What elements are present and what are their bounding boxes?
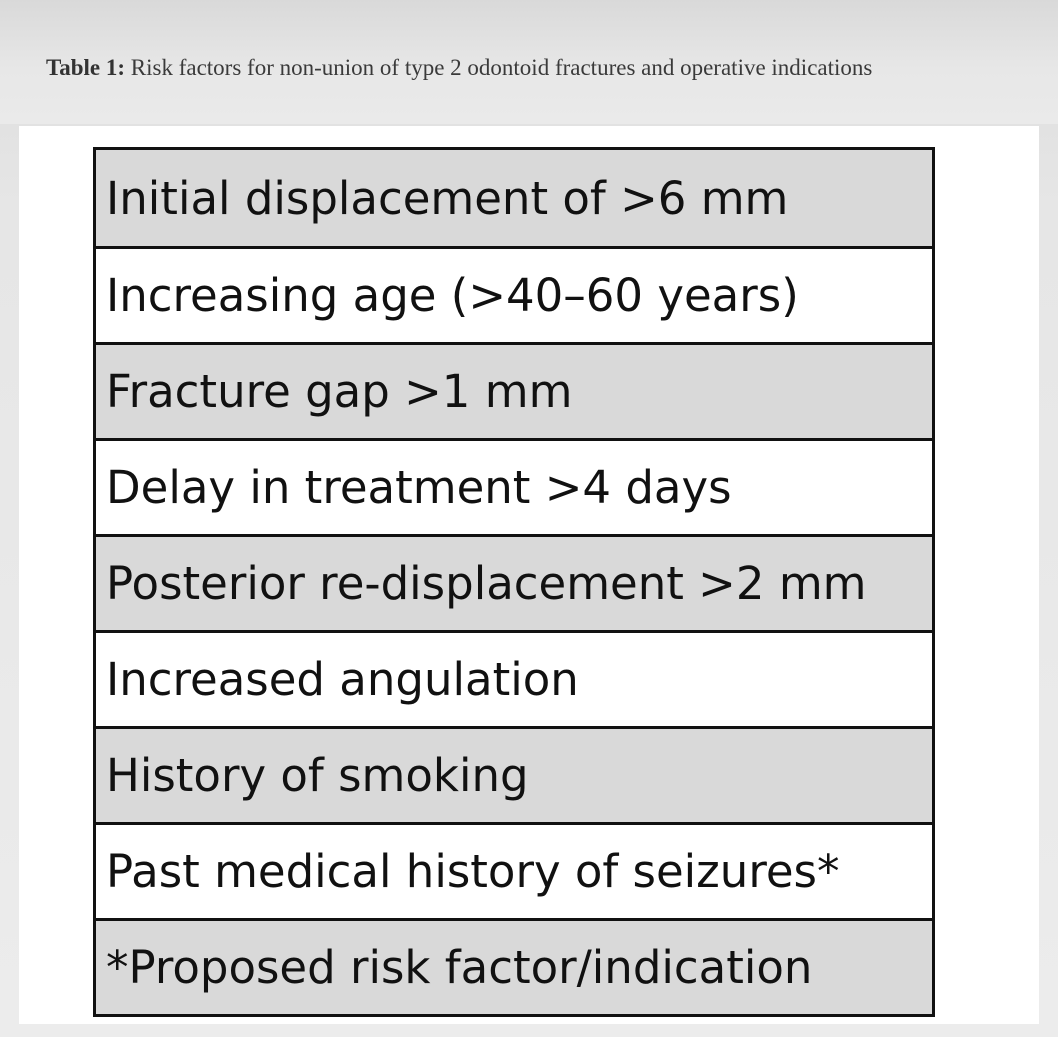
table-row: History of smoking (96, 726, 932, 822)
table-row: Initial displacement of >6 mm (96, 150, 932, 246)
table-row: Past medical history of seizures* (96, 822, 932, 918)
table-row: Increased angulation (96, 630, 932, 726)
table-row: Fracture gap >1 mm (96, 342, 932, 438)
table-caption (46, 55, 872, 81)
table-caption-text: Risk factors for non-union of type 2 odontoid fractures and operative indications (125, 55, 873, 80)
caption-band (0, 0, 1058, 124)
table-caption-label: Table 1: (46, 55, 126, 80)
risk-factors-table (93, 147, 935, 1017)
table-row: Posterior re-displacement >2 mm (96, 534, 932, 630)
table-row: Delay in treatment >4 days (96, 438, 932, 534)
table-row: Increasing age (>40–60 years) (96, 246, 932, 342)
table-row: *Proposed risk factor/indication (96, 918, 932, 1014)
